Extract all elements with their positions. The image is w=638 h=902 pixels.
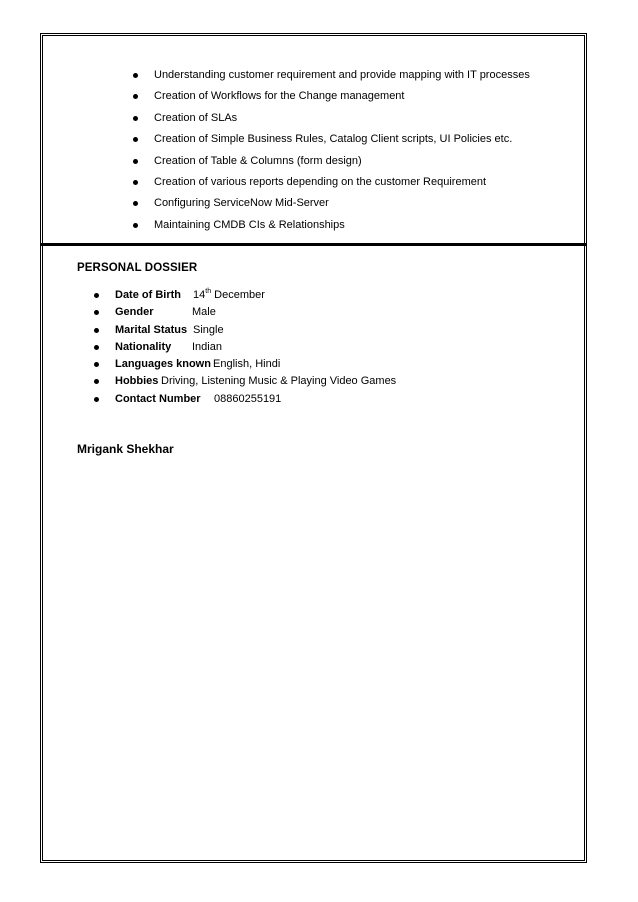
nationality-value: Indian xyxy=(192,340,222,353)
dob-value xyxy=(193,287,265,304)
languages-label: Languages known xyxy=(115,358,211,371)
bullet-icon xyxy=(94,362,99,367)
dossier-item-nationality xyxy=(89,339,396,356)
hobbies-label: Hobbies xyxy=(115,375,159,388)
list-item xyxy=(128,109,530,130)
list-item xyxy=(128,216,530,237)
bullet-icon xyxy=(133,116,138,121)
section-divider xyxy=(40,243,586,246)
dossier-item-marital-status xyxy=(89,322,396,339)
bullet-icon xyxy=(133,180,138,185)
dossier-item-languages xyxy=(89,356,396,373)
responsibility-text: Creation of Simple Business Rules, Catalog Client scripts, UI Policies etc. xyxy=(154,133,513,146)
dob-day-suffix: th xyxy=(205,288,212,295)
dossier-item-dob xyxy=(89,287,396,304)
list-item xyxy=(128,152,530,173)
responsibility-text: Creation of various reports depending on the customer Requirement xyxy=(154,175,487,188)
bullet-icon xyxy=(94,293,99,298)
dob-day: 14 xyxy=(193,289,206,301)
bullet-icon xyxy=(133,137,138,142)
dossier-item-gender xyxy=(89,304,396,321)
list-item xyxy=(128,194,530,215)
section-title-personal-dossier: PERSONAL DOSSIER xyxy=(77,262,198,274)
dob-label: Date of Birth xyxy=(115,289,181,301)
responsibility-text: Maintaining CMDB CIs & Relationships xyxy=(154,218,345,231)
gender-value: Male xyxy=(192,306,216,319)
bullet-icon xyxy=(133,159,138,164)
list-item xyxy=(128,130,530,151)
responsibility-text: Creation of Workflows for the Change management xyxy=(154,90,405,103)
bullet-icon xyxy=(94,345,99,350)
bullet-icon xyxy=(133,223,138,228)
bullet-icon xyxy=(133,201,138,206)
responsibilities-list xyxy=(128,66,530,237)
list-item xyxy=(128,87,530,108)
signature-name: Mrigank Shekhar xyxy=(77,442,174,456)
bullet-icon xyxy=(94,379,99,384)
dossier-item-hobbies xyxy=(89,373,396,390)
bullet-icon xyxy=(133,73,138,78)
bullet-icon xyxy=(94,310,99,315)
bullet-icon xyxy=(94,397,99,402)
dossier-item-contact xyxy=(89,391,396,408)
nationality-label: Nationality xyxy=(115,340,172,353)
marital-status-label: Marital Status xyxy=(115,323,188,336)
contact-number-label: Contact Number xyxy=(115,392,201,405)
list-item xyxy=(128,173,530,194)
list-item xyxy=(128,66,530,87)
hobbies-value: Driving, Listening Music & Playing Video Games xyxy=(161,375,397,388)
responsibility-text: Creation of SLAs xyxy=(154,111,238,124)
dob-month: December xyxy=(214,289,265,301)
contact-number-value: 08860255191 xyxy=(214,392,282,405)
responsibility-text: Configuring ServiceNow Mid-Server xyxy=(154,197,329,210)
responsibility-text: Creation of Table & Columns (form design) xyxy=(154,154,362,167)
marital-status-value: Single xyxy=(193,323,224,336)
personal-dossier-list xyxy=(89,287,396,408)
responsibility-text: Understanding customer requirement and provide mapping with IT processes xyxy=(154,69,530,81)
gender-label: Gender xyxy=(115,306,154,319)
bullet-icon xyxy=(133,94,138,99)
languages-value: English, Hindi xyxy=(213,358,281,371)
bullet-icon xyxy=(94,328,99,333)
